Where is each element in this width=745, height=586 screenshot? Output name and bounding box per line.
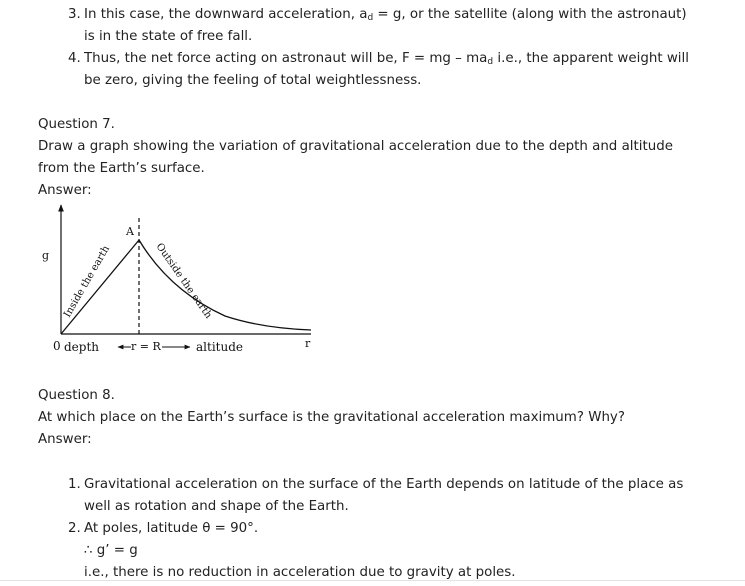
question-text: from the Earth’s surface. xyxy=(38,161,205,176)
outside-earth-label: Outside the earth xyxy=(153,241,214,321)
divider xyxy=(0,580,745,581)
list-number: 4. xyxy=(68,51,81,66)
list-number: 2. xyxy=(68,521,81,536)
list-item-text: i.e., there is no reduction in acceleration due to gravity at poles. xyxy=(84,565,516,580)
list-item-text: well as rotation and shape of the Earth. xyxy=(84,499,349,514)
question-heading: Question 7. xyxy=(38,117,115,132)
list-number: 1. xyxy=(68,477,81,492)
list-item-text: Gravitational acceleration on the surface of the Earth depends on latitude of the place as xyxy=(84,477,684,492)
question-text: Draw a graph showing the variation of gravitational acceleration due to the depth and altitude xyxy=(38,139,673,154)
answer-label: Answer: xyxy=(38,183,92,198)
peak-label: A xyxy=(126,225,134,238)
list-item-text: Thus, the net force acting on astronaut will be, F = mg – $ma_d$ i.e., the apparent weight will xyxy=(84,51,689,67)
question-text: At which place on the Earth’s surface is the gravitational acceleration maximum? Why? xyxy=(38,410,625,425)
r-equals-R-label: r = R xyxy=(131,340,161,353)
origin-label: 0 xyxy=(53,339,61,353)
answer-label: Answer: xyxy=(38,432,92,447)
list-item-text: At poles, latitude θ = 90°. xyxy=(84,521,259,536)
list-item-text: be zero, giving the feeling of total weightlessness. xyxy=(84,73,422,88)
depth-label: depth xyxy=(64,340,100,354)
list-item-text: In this case, the downward acceleration, $a_d = g$, or the satellite (along with the astronaut) xyxy=(84,7,687,23)
altitude-label: altitude xyxy=(196,340,243,354)
list-item-text: is in the state of free fall. xyxy=(84,29,253,44)
y-axis-label: g xyxy=(42,249,50,262)
r-axis-label: r xyxy=(305,337,311,350)
list-number: 3. xyxy=(68,7,81,22)
question-heading: Question 8. xyxy=(38,388,115,403)
inside-earth-label: Inside the earth xyxy=(62,243,113,320)
list-item-text: ∴ g’ = g xyxy=(84,543,138,558)
